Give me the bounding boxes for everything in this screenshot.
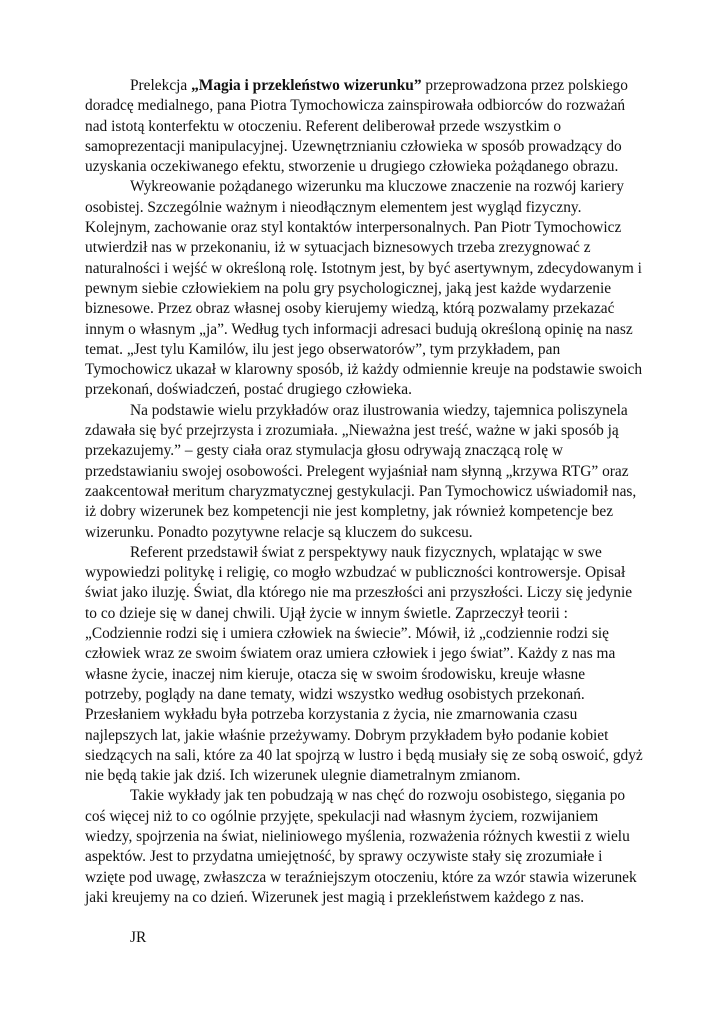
paragraph-world-view: Referent przedstawił świat z perspektywy nauk fizycznych, wplatając w swe wypowiedzi politykę i religię, co mogło wzbudzać w publiczności kontrowersje. Opisał świat jako iluzję. Świat, dla którego nie ma przeszłości ani przyszłości. Liczy się jedynie to co dzieje się w danej chwili. Ujął życie w innym świetle. Zaprzeczył teorii : „Codziennie rodzi się i umiera człowiek na świecie”. Mówił, iż „codziennie rodzi się człowiek wraz ze swoim światem oraz umiera człowiek i jego świat”. Każdy z nas ma własne życie, inaczej nim kieruje, otacza się w swoim środowisku, kreuje własne potrzeby, poglądy na dane tematy, widzi wszystko według osobistych przekonań. Przesłaniem wykładu była potrzeba korzystania z życia, nie zmarnowania czasu najlepszych lat, jakie właśnie przeżywamy. Dobrym przykładem było podanie kobiet siedzących na sali, które za 40 lat spojrzą w lustro i będą musiały się ze sobą oswoić, gdyż nie będą takie jak dziś. Ich wizerunek ulegnie diametralnym zmianom. bbox=[85, 543, 643, 785]
document-page bbox=[85, 76, 643, 948]
paragraph-intro bbox=[85, 76, 643, 177]
paragraph-image-creation: Wykreowanie pożądanego wizerunku ma kluczowe znaczenie na rozwój kariery osobistej. Szczególnie ważnym i nieodłącznym elementem jest wygląd fizyczny. Kolejnym, zachowanie oraz styl kontaktów interpersonalnych. Pan Piotr Tymochowicz utwierdził nas w przekonaniu, iż w sytuacjach biznesowych trzeba zrezygnować z naturalności i wejść w określoną rolę. Istotnym jest, by być asertywnym, zdecydowanym i pewnym siebie człowiekiem na polu gry psychologicznej, jaką jest każde wydarzenie biznesowe. Przez obraz własnej osoby kierujemy wiedzą, którą pozwalamy przekazać innym o własnym „ja”. Według tych informacji adresaci budują określoną opinię na nasz temat. „Jest tylu Kamilów, ilu jest jego obserwatorów”, tym przykładem, pan Tymochowicz ukazał w klarowny sposób, iż każdy odmiennie kreuje na podstawie swoich przekonań, doświadczeń, postać drugiego człowieka. bbox=[85, 178, 643, 399]
author-signature: JR bbox=[130, 929, 147, 947]
paragraph-examples: Na podstawie wielu przykładów oraz ilustrowania wiedzy, tajemnica poliszynela zdawała się być przejrzysta i zrozumiała. „Nieważna jest treść, ważne w jaki sposób ją przekazujemy.” – gesty ciała oraz stymulacja głosu odrywają znaczącą rolę w przedstawianiu swojej osobowości. Prelegent wyjaśniał nam słynną „krzywa RTG” oraz zaakcentował meritum charyzmatycznej gestykulacji. Pan Tymochowicz uświadomił nas, iż dobry wizerunek bez kompetencji nie jest kompletny, jak również kompetencje bez wizerunku. Ponadto pozytywne relacje są kluczem do sukcesu. bbox=[85, 401, 637, 541]
lecture-title: „Magia i przekleństwo wizerunku” bbox=[191, 77, 422, 94]
intro-prefix: Prelekcja bbox=[130, 77, 192, 94]
paragraph-conclusion: Takie wykłady jak ten pobudzają w nas chęć do rozwoju osobistego, sięgania po coś więcej niż to co ogólnie przyjęte, spekulacji nad własnym życiem, rozwijaniem wiedzy, spojrzenia na świat, nieliniowego myślenia, rozważenia różnych kwestii z wielu aspektów. Jest to przydatna umiejętność, by sprawy oczywiste stały się zrozumiałe i wzięte pod uwagę, zwłaszcza w teraźniejszym otoczeniu, które za wzór stawia wizerunek jaki kreujemy na co dzień. Wizerunek jest magią i przekleństwem każdego z nas. bbox=[85, 787, 637, 906]
intro-rest: przeprowadzona przez polskiego doradcę medialnego, pana Piotra Tymochowicza zainspirowała odbiorców do rozważań nad istotą konterfektu w otoczeniu. Referent deliberował przede wszystkim o samoprezentacji manipulacyjnej. Uzewnętrznianiu człowieka w sposób prowadzący do uzyskania oczekiwanego efektu, stworzenie u drugiego człowieka pożądanego obrazu. bbox=[85, 77, 628, 176]
